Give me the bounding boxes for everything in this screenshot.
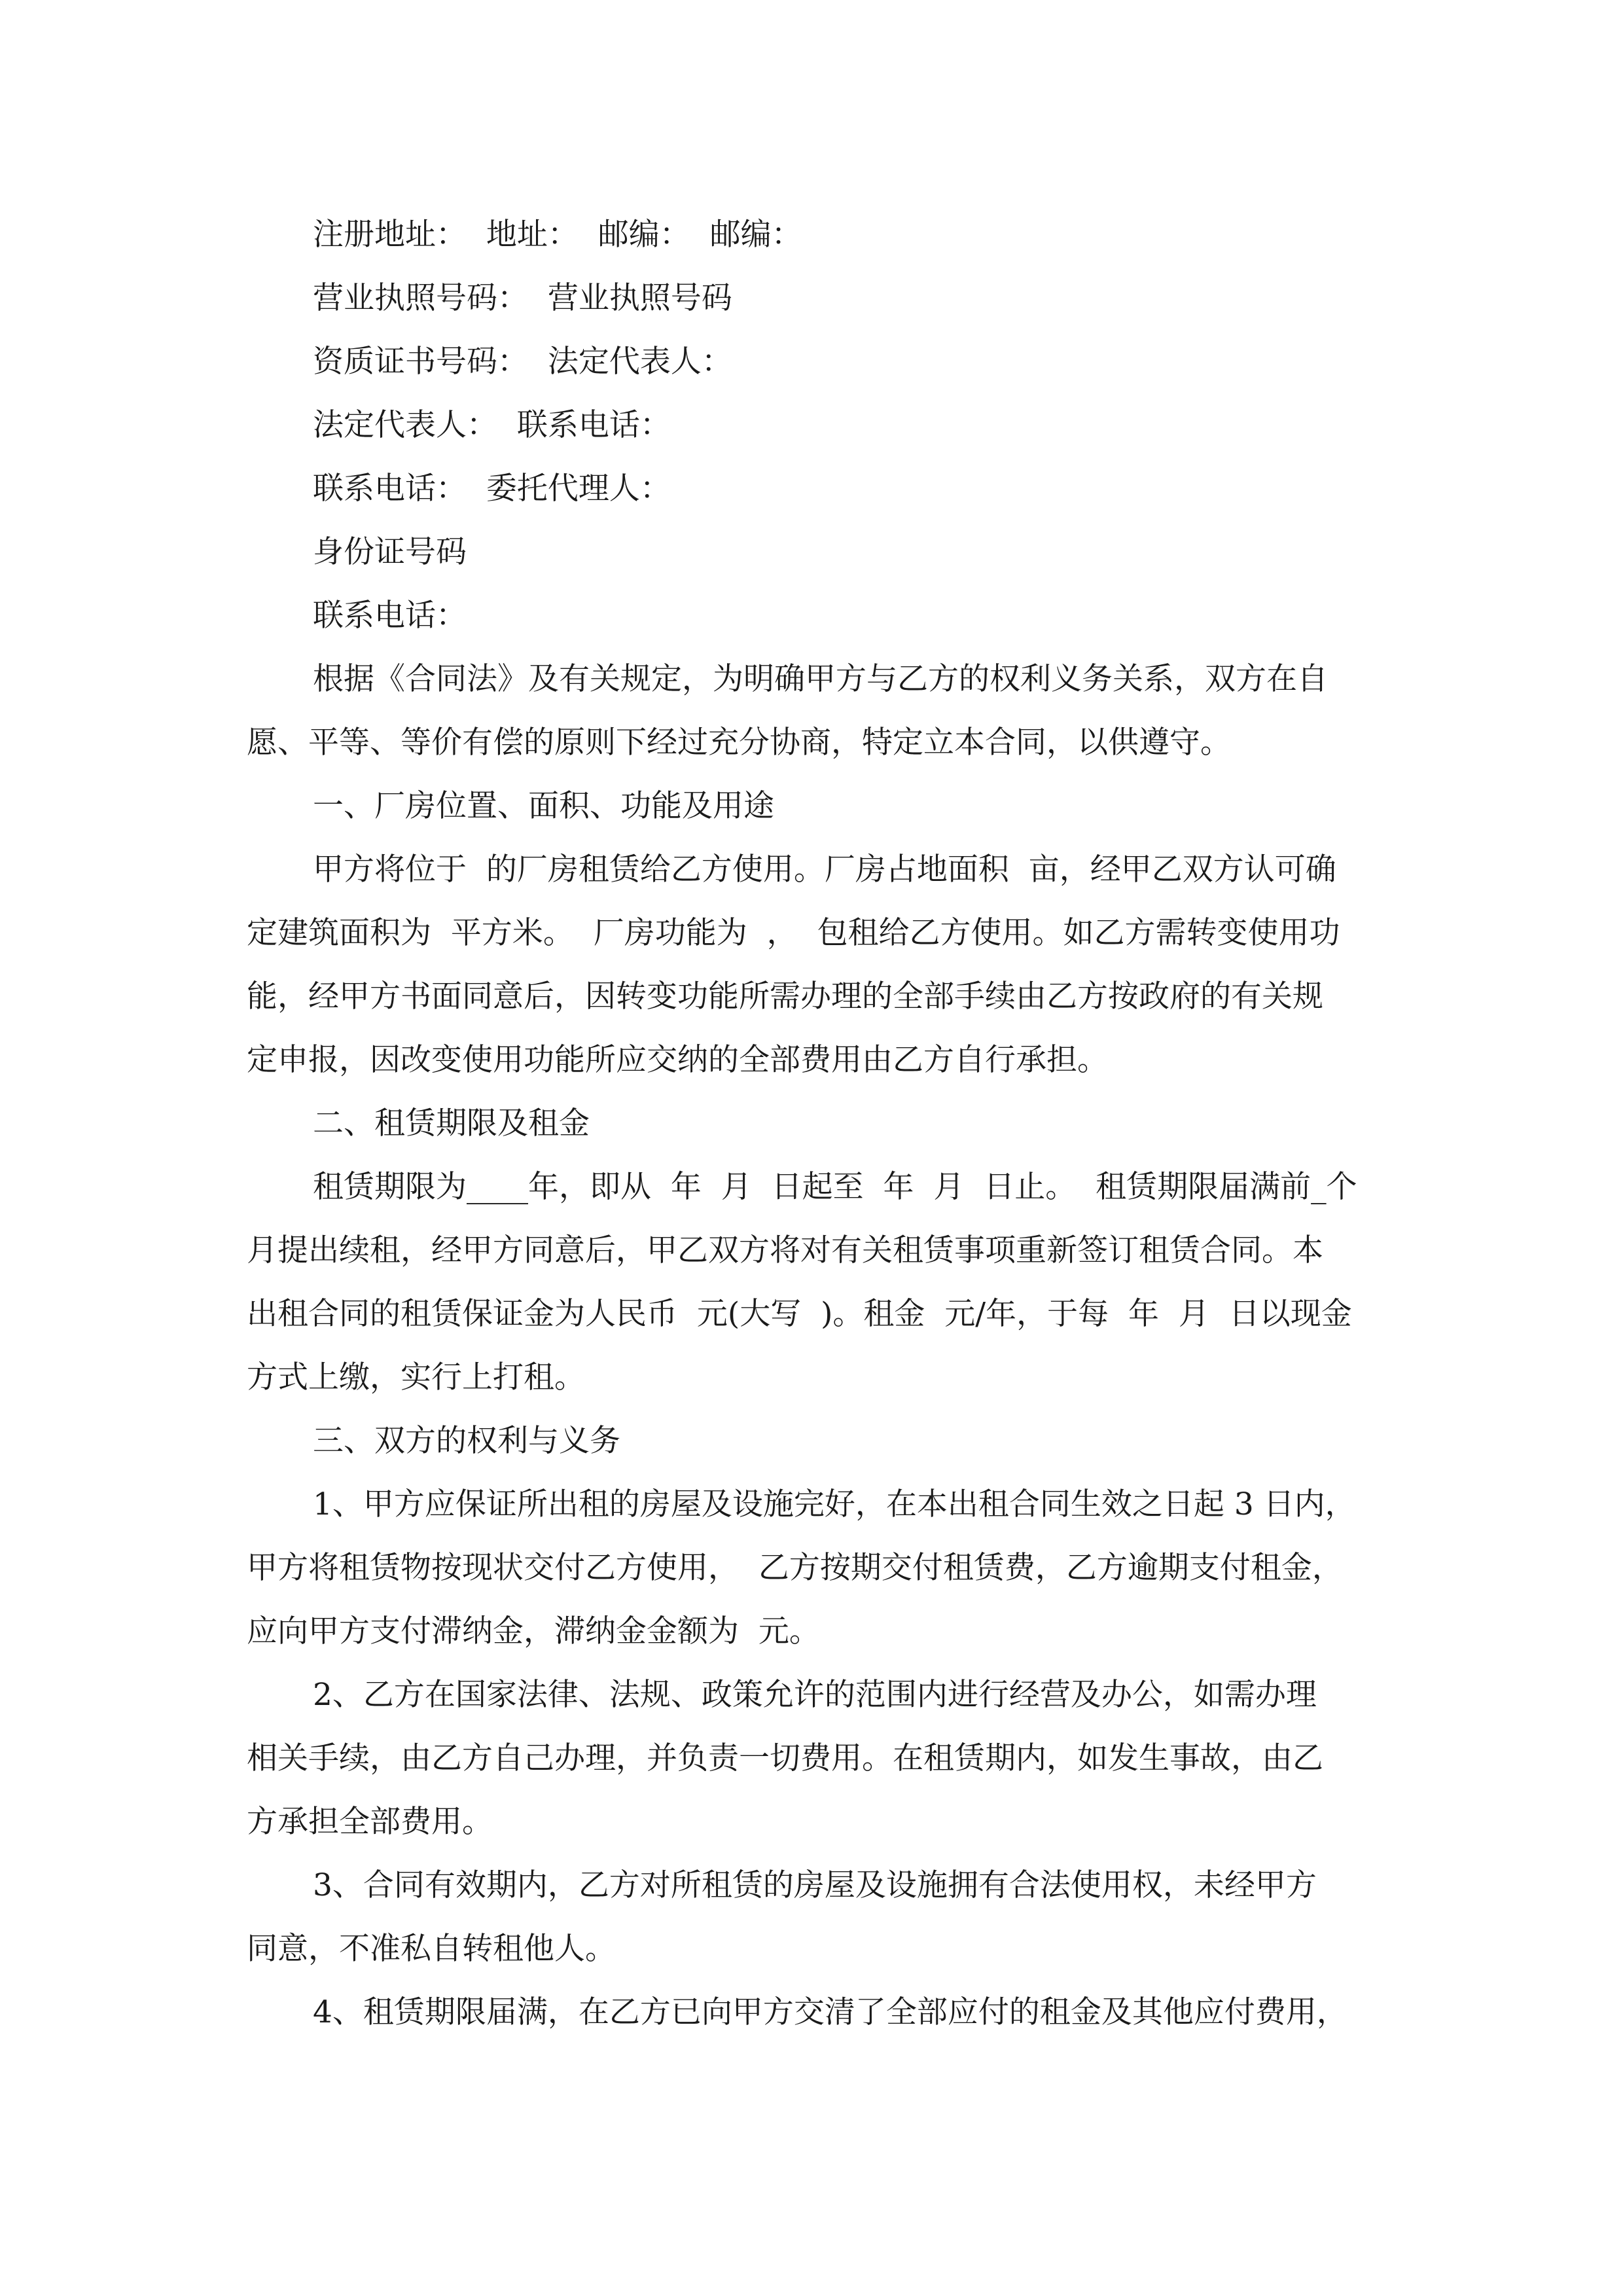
contact-agent-line: 联系电话： 委托代理人： xyxy=(313,471,671,507)
qualification-cert-line: 资质证书号码： 法定代表人： xyxy=(313,344,732,380)
clause-1-line: 应向甲方支付滞纳金，滞纳金金额为 元。 xyxy=(247,1613,820,1649)
preamble-line: 根据《合同法》及有关规定，为明确甲方与乙方的权利义务关系，双方在自 xyxy=(313,661,1328,697)
section-1-line: 能，经甲方书面同意后，因转变功能所需办理的全部手续由乙方按政府的有关规 xyxy=(247,978,1323,1014)
clause-1-line: 甲方将租赁物按现状交付乙方使用， 乙方按期交付租赁费，乙方逾期支付租金， xyxy=(247,1550,1343,1586)
section-2-line: 租赁期限为____年，即从 年 月 日起至 年 月 日止。 租赁期限届满前_个 xyxy=(313,1169,1357,1205)
clause-3-line: 同意，不准私自转租他人。 xyxy=(247,1931,616,1967)
id-number-line: 身份证号码 xyxy=(313,534,467,570)
clause-2-line: 方承担全部费用。 xyxy=(247,1804,493,1840)
clause-3-line: 3、合同有效期内，乙方对所租赁的房屋及设施拥有合法使用权，未经甲方 xyxy=(313,1867,1317,1903)
section-heading-3: 三、双方的权利与义务 xyxy=(313,1423,620,1459)
clause-2-line: 2、乙方在国家法律、法规、政策允许的范围内进行经营及办公，如需办理 xyxy=(313,1677,1317,1713)
section-heading-1: 一、厂房位置、面积、功能及用途 xyxy=(313,788,774,824)
section-1-line: 定申报，因改变使用功能所应交纳的全部费用由乙方自行承担。 xyxy=(247,1042,1108,1078)
section-2-line: 方式上缴，实行上打租。 xyxy=(247,1359,585,1395)
section-2-line: 月提出续租，经甲方同意后，甲乙双方将对有关租赁事项重新签订租赁合同。本 xyxy=(247,1232,1323,1268)
clause-2-line: 相关手续，由乙方自己办理，并负责一切费用。在租赁期内，如发生事故，由乙 xyxy=(247,1740,1323,1776)
section-1-line: 甲方将位于 的厂房租赁给乙方使用。厂房占地面积 亩，经甲乙双方认可确 xyxy=(313,852,1336,888)
section-1-line: 定建筑面积为 平方米。 厂房功能为 ， 包租给乙方使用。如乙方需转变使用功 xyxy=(247,915,1340,951)
contact-phone-line: 联系电话： xyxy=(313,598,467,634)
registered-address-line: 注册地址： 地址： 邮编： 邮编： xyxy=(313,217,802,253)
section-2-line: 出租合同的租赁保证金为人民币 元(大写 )。租金 元/年，于每 年 月 日以现金 xyxy=(247,1296,1352,1332)
preamble-line: 愿、平等、等价有偿的原则下经过充分协商，特定立本合同，以供遵守。 xyxy=(247,725,1231,761)
legal-representative-line: 法定代表人： 联系电话： xyxy=(313,407,671,443)
clause-4-line: 4、租赁期限届满，在乙方已向甲方交清了全部应付的租金及其他应付费用， xyxy=(313,1994,1347,2030)
business-license-line: 营业执照号码： 营业执照号码 xyxy=(313,280,732,316)
section-heading-2: 二、租赁期限及租金 xyxy=(313,1105,590,1141)
clause-1-line: 1、甲方应保证所出租的房屋及设施完好，在本出租合同生效之日起 3 日内， xyxy=(313,1486,1356,1522)
document-body xyxy=(247,203,1395,2044)
